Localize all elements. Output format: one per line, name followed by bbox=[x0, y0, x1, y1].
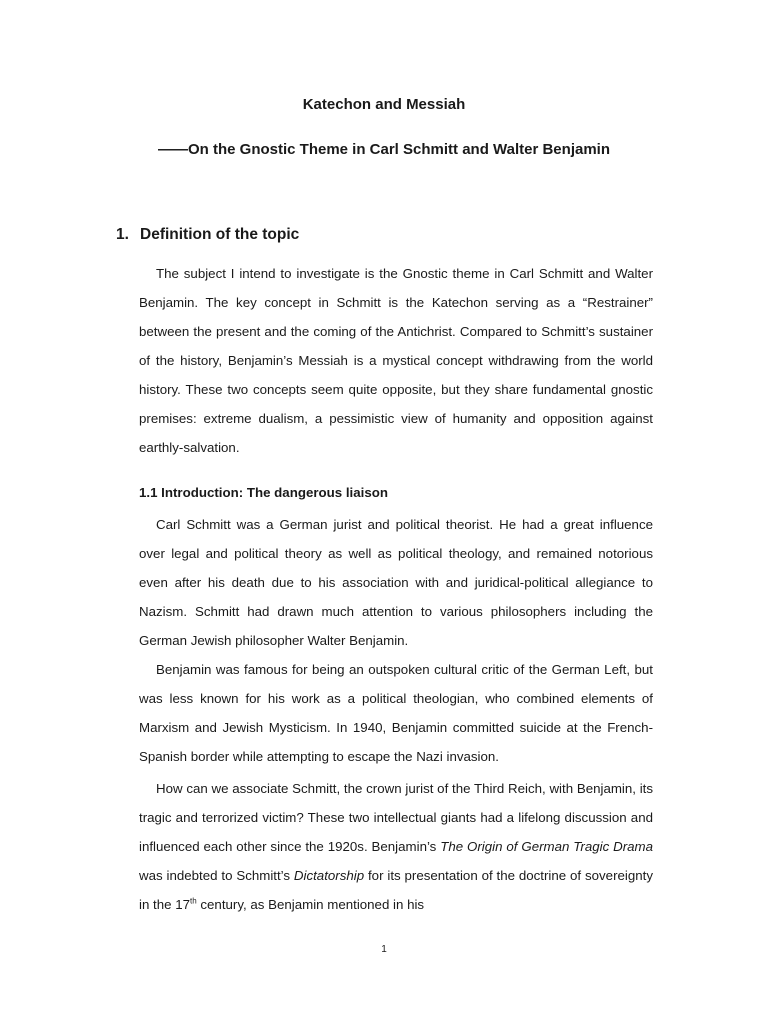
section-heading-text: Definition of the topic bbox=[140, 226, 300, 243]
book-title-dictatorship: Dictatorship bbox=[293, 868, 365, 883]
book-title-origin: The Origin of German Tragic Drama bbox=[440, 839, 654, 854]
document-title: Katechon and Messiah bbox=[302, 96, 466, 113]
subsection-heading: 1.1 Introduction: The dangerous liaison bbox=[139, 485, 388, 500]
superscript-th: th bbox=[190, 896, 197, 906]
paragraph-schmitt bbox=[139, 510, 653, 655]
text-run: century, as Benjamin mentioned in his bbox=[196, 897, 425, 912]
paragraph-text: Benjamin was famous for being an outspoken cultural critic of the German Left, but was less known for his work as a political theologian, who combined elements of Marxism and Jewish Mysticism. In 1940, Benjamin committed suicide at the French-Spanish border while attempting to escape the Nazi invasion. bbox=[139, 662, 653, 764]
page-number: 1 bbox=[381, 944, 387, 955]
text-run: was indebted to Schmitt’s bbox=[139, 868, 294, 883]
document-subtitle: ——On the Gnostic Theme in Carl Schmitt and Walter Benjamin bbox=[157, 141, 610, 158]
paragraph-benjamin bbox=[139, 655, 653, 771]
text-run: How can we associate Schmitt, the crown jurist of the Third Reich, with Benjamin, its tragic and terrorized victim? These two intellectual giants had a lifelong discussion and influenced each other since the 1920s. Benjamin’s bbox=[139, 781, 653, 854]
paragraph-association bbox=[139, 774, 653, 919]
section-number: 1. bbox=[116, 226, 129, 243]
paragraph-text: The subject I intend to investigate is the Gnostic theme in Carl Schmitt and Walter Benjamin. The key concept in Schmitt is the Katechon serving as a “Restrainer” between the present and the coming of the Antichrist. Compared to Schmitt’s sustainer of the history, Benjamin’s Messiah is a mystical concept withdrawing from the world history. These two concepts seem quite opposite, but they share fundamental gnostic premises: extreme dualism, a pessimistic view of humanity and opposition against earthly-salvation. bbox=[139, 266, 653, 455]
paragraph-definition bbox=[139, 259, 653, 462]
paragraph-text: Carl Schmitt was a German jurist and political theorist. He had a great influence over legal and political theory as well as political theology, and remained notorious even after his death due to his association with and juridical-political allegiance to Nazism. Schmitt had drawn much attention to various philosophers including the German Jewish philosopher Walter Benjamin. bbox=[139, 517, 653, 648]
paragraph-text bbox=[139, 774, 653, 919]
section-heading bbox=[116, 226, 299, 244]
text-run: for its presentation of the doctrine of sovereignty in the 17 bbox=[139, 868, 653, 912]
